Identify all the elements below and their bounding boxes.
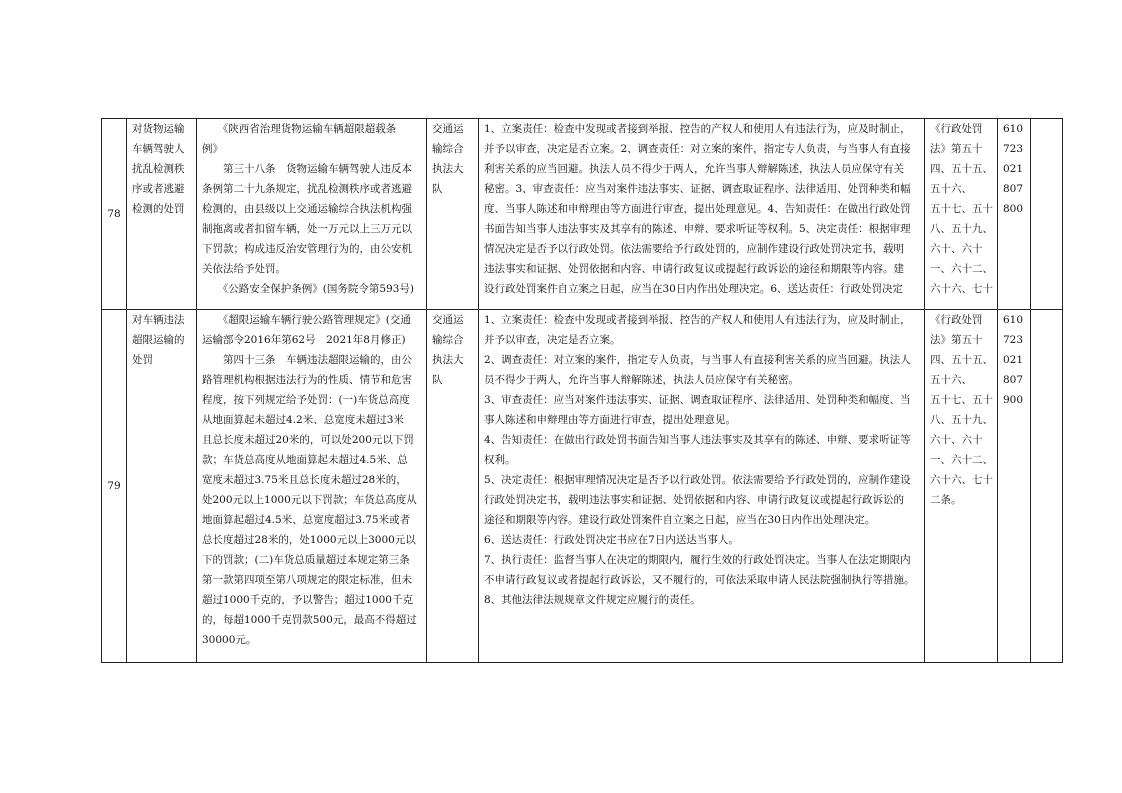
item-code <box>998 310 1031 663</box>
responsibility-items-line: 情况决定是否予以行政处罚。依法需要给予行政处罚的，应制作建设行政处罚决定书，载明 <box>484 243 904 255</box>
responsibility-items-line: 1、立案责任：检查中发现或者接到举报、控告的产权人和使用人有违法行为，应及时制止， <box>484 314 911 326</box>
accountability-basis-line: 八、五十九、 <box>930 414 993 426</box>
responsibility-items-line: 违法事实和证据、处罚依据和内容、申请行政复议或提起行政诉讼的途径和期限等内容。建 <box>484 263 904 275</box>
item-number: 79 <box>102 310 127 663</box>
accountability-basis-line: 四、五十五、 <box>930 354 993 366</box>
item-name-line: 对货物运输 <box>132 123 185 135</box>
item-code-line: 900 <box>1003 394 1024 406</box>
responsibility-items-line: 行政处罚决定书，载明违法事实和证据、处罚依据和内容、申请行政复议或提起行政诉讼的 <box>484 494 904 506</box>
responsibility-items-line: 3、审查责任：应当对案件违法事实、证据、调查取证程序、法律适用、处罚种类和幅度、当 <box>484 394 911 406</box>
accountability-basis-line: 《行政处罚 <box>930 314 983 326</box>
remark <box>1031 119 1063 310</box>
responsibility-items-line: 利害关系的应当回避。执法人员不得少于两人，允许当事人辩解陈述，执法人员应保守有关 <box>484 163 904 175</box>
legal-basis-line: 制拖离或者扣留车辆，处一万元以上三万元以 <box>202 223 412 235</box>
item-code <box>998 119 1031 310</box>
responsibility-items-line: 5、决定责任：根据审理情况决定是否予以行政处罚。依法需要给予行政处罚的，应制作建设 <box>484 474 911 486</box>
item-name-line: 扰乱检测秩 <box>132 163 185 175</box>
accountability-basis-line: 五十六、 <box>930 374 972 386</box>
table-row <box>102 310 1063 663</box>
accountability-basis <box>925 119 998 310</box>
legal-basis-line: 运输部令2016年第62号 2021年8月修正) <box>202 334 406 346</box>
legal-basis <box>197 310 427 663</box>
item-name-line: 处罚 <box>132 354 153 366</box>
legal-basis-line: 《陕西省治理货物运输车辆超限超载条 <box>202 123 397 135</box>
responsibility-items <box>479 119 925 310</box>
item-code-line: 021 <box>1003 354 1024 366</box>
item-code-line: 723 <box>1003 334 1024 346</box>
item-code-line: 723 <box>1003 143 1024 155</box>
responsibility-items <box>479 310 925 663</box>
responsibility-items-line: 7、执行责任：监督当事人在决定的期限内，履行生效的行政处罚决定。当事人在法定期限内 <box>484 554 911 566</box>
accountability-basis-line: 一、六十二、 <box>930 454 993 466</box>
table-row <box>102 119 1063 310</box>
legal-basis-line: 例》 <box>202 143 223 155</box>
legal-basis-line: 总长度超过28米的，处1000元以上3000元以 <box>202 534 416 546</box>
legal-basis-line: 30000元。 <box>202 634 257 646</box>
responsibility-items-line: 设行政处罚案件自立案之日起，应当在30日内作出处理决定。6、送达责任：行政处罚决定 <box>484 283 904 295</box>
accountability-basis-line: 一、六十二、 <box>930 263 993 275</box>
responsibility-items-line: 6、送达责任：行政处罚决定书应在7日内送达当事人。 <box>484 534 739 546</box>
responsibility-items-line: 不申请行政复议或者提起行政诉讼，又不履行的，可依法采取申请人民法院强制执行等措施。 <box>484 574 915 586</box>
legal-basis-line: 款；车货总高度从地面算起未超过4.5米、总 <box>202 454 408 466</box>
item-code-line: 610 <box>1003 123 1024 135</box>
item-name <box>127 310 197 663</box>
accountability-basis-line: 四、五十五、 <box>930 163 993 175</box>
accountability-basis-line: 六十、六十 <box>930 243 983 255</box>
responsible-department <box>427 310 479 663</box>
accountability-basis-line: 六十六、七十 <box>930 474 993 486</box>
responsibility-items-line: 权利。 <box>484 454 516 466</box>
legal-basis-line: 检测的，由县级以上交通运输综合执法机构强 <box>202 203 412 215</box>
legal-basis-line: 处200元以上1000元以下罚款；车货总高度从 <box>202 494 417 506</box>
responsible-department-line: 执法大 <box>432 163 464 175</box>
accountability-basis <box>925 310 998 663</box>
responsible-department-line: 输综合 <box>432 143 464 155</box>
responsibility-items-line: 员不得少于两人，允许当事人辩解陈述，执法人员应保守有关秘密。 <box>484 374 799 386</box>
accountability-basis-line: 法》第五十 <box>930 143 983 155</box>
item-code-line: 021 <box>1003 163 1024 175</box>
responsibility-items-line: 秘密。3、审查责任：应当对案件违法事实、证据、调查取证程序、法律适用、处罚种类和幅 <box>484 183 911 195</box>
legal-basis-line: 下罚款；构成违反治安管理行为的，由公安机 <box>202 243 412 255</box>
responsible-department-line: 交通运 <box>432 314 464 326</box>
responsibility-items-line: 2、调查责任：对立案的案件，指定专人负责，与当事人有直接利害关系的应当回避。执法人 <box>484 354 911 366</box>
responsibility-items-line: 并予以审查，决定是否立案。2、调查责任：对立案的案件，指定专人负责，与当事人有直接 <box>484 143 911 155</box>
responsibility-items-line: 度、当事人陈述和申辩理由等方面进行审查，提出处理意见。4、告知责任：在做出行政处罚 <box>484 203 911 215</box>
legal-basis-line: 第一款第四项至第八项规定的限定标准，但未 <box>202 574 412 586</box>
item-name-line: 检测的处罚 <box>132 203 185 215</box>
power-list-table <box>101 118 1063 663</box>
accountability-basis-line: 八、五十九、 <box>930 223 993 235</box>
item-name <box>127 119 197 310</box>
item-code-line: 807 <box>1003 374 1024 386</box>
item-number: 78 <box>102 119 127 310</box>
responsible-department-line: 队 <box>432 374 443 386</box>
accountability-basis-line: 五十七、五十 <box>930 394 993 406</box>
legal-basis <box>197 119 427 310</box>
item-name-line: 序或者逃避 <box>132 183 185 195</box>
responsibility-items-line: 事人陈述和申辩理由等方面进行审查，提出处理意见。 <box>484 414 736 426</box>
legal-basis-line: 第四十三条 车辆违法超限运输的，由公 <box>202 354 412 366</box>
legal-basis-line: 宽度未超过3.75米且总长度未超过28米的， <box>202 474 407 486</box>
item-name-line: 对车辆违法 <box>132 314 185 326</box>
responsibility-items-line: 8、其他法律法规规章文件规定应履行的责任。 <box>484 594 701 606</box>
responsibility-items-line: 并予以审查，决定是否立案。 <box>484 334 621 346</box>
legal-basis-line: 程度，按下列规定给予处罚：(一)车货总高度 <box>202 394 410 406</box>
legal-basis-line: 下的罚款；(二)车货总质量超过本规定第三条 <box>202 554 410 566</box>
accountability-basis-line: 五十六、 <box>930 183 972 195</box>
legal-basis-line: 且总长度未超过20米的，可以处200元以下罚 <box>202 434 414 446</box>
legal-basis-line: 超过1000千克的，予以警告；超过1000千克 <box>202 594 413 606</box>
accountability-basis-line: 法》第五十 <box>930 334 983 346</box>
legal-basis-line: 关依法给予处罚。 <box>202 263 286 275</box>
accountability-basis-line: 六十、六十 <box>930 434 983 446</box>
responsible-department-line: 执法大 <box>432 354 464 366</box>
item-name-line: 超限运输的 <box>132 334 185 346</box>
responsible-department-line: 队 <box>432 183 443 195</box>
remark <box>1031 310 1063 663</box>
item-code-line: 800 <box>1003 203 1024 215</box>
legal-basis-line: 从地面算起未超过4.2米、总宽度未超过3米 <box>202 414 404 426</box>
legal-basis-line: 《公路安全保护条例》(国务院令第593号) <box>202 283 414 295</box>
legal-basis-line: 的，每超1000千克罚款500元，最高不得超过 <box>202 614 417 626</box>
responsibility-items-line: 书面告知当事人违法事实及其享有的陈述、申辩、要求听证等权利。5、决定责任：根据审理 <box>484 223 911 235</box>
item-code-line: 807 <box>1003 183 1024 195</box>
item-name-line: 车辆驾驶人 <box>132 143 185 155</box>
responsibility-items-line: 4、告知责任：在做出行政处罚书面告知当事人违法事实及其享有的陈述、申辩、要求听证等 <box>484 434 911 446</box>
accountability-basis-line: 六十六、七十 <box>930 283 993 295</box>
responsibility-items-line: 1、立案责任：检查中发现或者接到举报、控告的产权人和使用人有违法行为，应及时制止， <box>484 123 911 135</box>
legal-basis-line: 第三十八条 货物运输车辆驾驶人违反本 <box>202 163 412 175</box>
responsible-department-line: 交通运 <box>432 123 464 135</box>
legal-basis-line: 路管理机构根据违法行为的性质、情节和危害 <box>202 374 412 386</box>
item-code-line: 610 <box>1003 314 1024 326</box>
responsible-department <box>427 119 479 310</box>
accountability-basis-line: 二条。 <box>930 494 962 506</box>
responsible-department-line: 输综合 <box>432 334 464 346</box>
accountability-basis-line: 《行政处罚 <box>930 123 983 135</box>
legal-basis-line: 《超限运输车辆行驶公路管理规定》(交通 <box>202 314 411 326</box>
legal-basis-line: 地面算起超过4.5米、总宽度超过3.75米或者 <box>202 514 411 526</box>
responsibility-items-line: 途径和期限等内容。建设行政处罚案件自立案之日起，应当在30日内作出处理决定。 <box>484 514 876 526</box>
legal-basis-line: 条例第二十九条规定，扰乱检测秩序或者逃避 <box>202 183 412 195</box>
accountability-basis-line: 五十七、五十 <box>930 203 993 215</box>
